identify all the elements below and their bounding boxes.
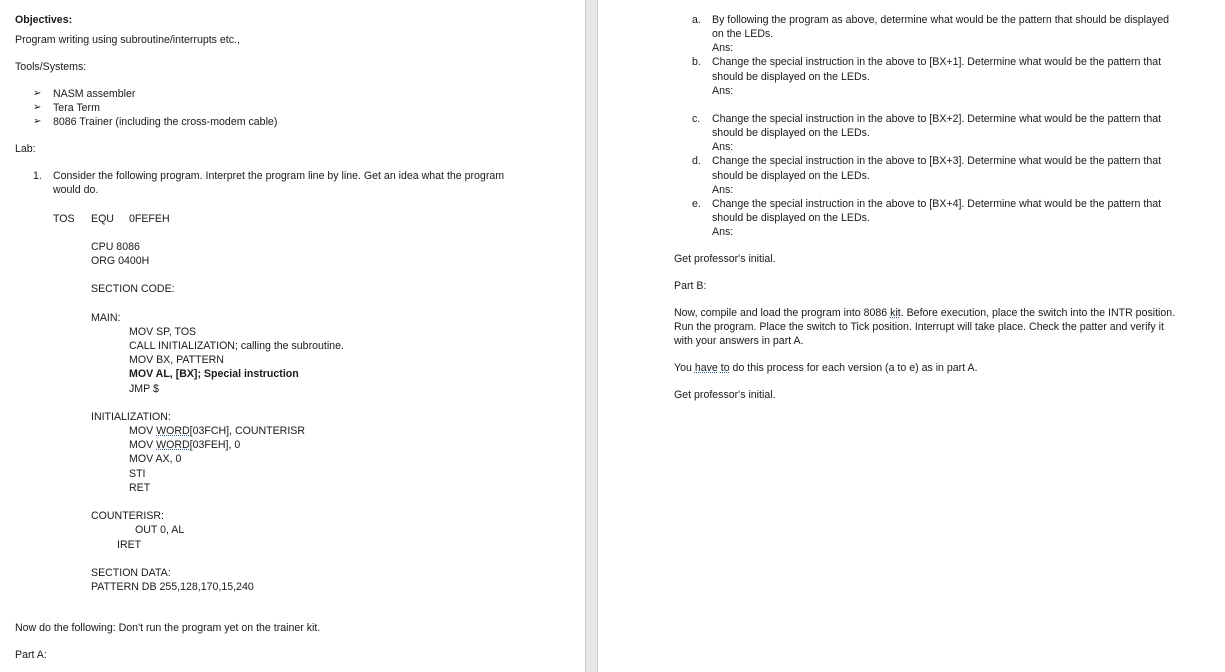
- part-b-text-line1: Now, compile and load the program into 8086 kit. Before execution, place the switch into the INTR position.: [674, 307, 1176, 319]
- code-section-code: SECTION CODE:: [91, 283, 175, 295]
- code-line: MOV SP, TOS: [129, 326, 197, 338]
- part-b-text-line3: with your answers in part A.: [674, 335, 804, 347]
- question-line1: Change the special instruction in the above to [BX+1]. Determine what would be the pattern that: [712, 56, 1162, 68]
- spellcheck-word: have: [694, 362, 718, 374]
- tools-heading: Tools/Systems:: [15, 61, 87, 73]
- now-do-text: Now do the following: Don't run the program yet on the trainer kit.: [15, 622, 321, 634]
- code-line: OUT 0, AL: [135, 524, 185, 536]
- question-letter: a.: [692, 14, 701, 26]
- question-letter: c.: [692, 113, 701, 125]
- code-org: ORG 0400H: [91, 255, 150, 267]
- code-tos-op: EQU: [91, 213, 114, 225]
- initial-text: Get professor's initial.: [674, 389, 776, 401]
- code-init-label: INITIALIZATION:: [91, 411, 171, 423]
- initial-text: Get professor's initial.: [674, 253, 776, 265]
- code-line: CALL INITIALIZATION; calling the subroutine.: [129, 340, 344, 352]
- document-page-left: [0, 0, 585, 672]
- question-line1: Change the special instruction in the above to [BX+3]. Determine what would be the pattern that: [712, 155, 1162, 167]
- question-line2: should be displayed on the LEDs.: [712, 212, 870, 224]
- question-line2: on the LEDs.: [712, 28, 774, 40]
- repeat-text: You have to do this process for each version (a to e) as in part A.: [674, 362, 978, 374]
- question-ans: Ans:: [712, 85, 734, 97]
- tool-item: NASM assembler: [53, 88, 136, 100]
- tool-item: Tera Term: [53, 102, 100, 114]
- code-line: STI: [129, 468, 146, 480]
- code-line: MOV WORD[03FEH], 0: [129, 439, 241, 451]
- code-section-data: SECTION DATA:: [91, 567, 171, 579]
- code-line: RET: [129, 482, 151, 494]
- question-ans: Ans:: [712, 141, 734, 153]
- question-line2: should be displayed on the LEDs.: [712, 127, 870, 139]
- objectives-heading: Objectives:: [15, 14, 73, 26]
- spellcheck-word: WORD: [156, 425, 190, 437]
- bullet-arrow-icon: ➢: [33, 88, 42, 99]
- question-ans: Ans:: [712, 226, 734, 238]
- tool-item: 8086 Trainer (including the cross-modem cable): [53, 116, 278, 128]
- question-line2: should be displayed on the LEDs.: [712, 71, 870, 83]
- question-letter: d.: [692, 155, 701, 167]
- code-line: MOV WORD[03FCH], COUNTERISR: [129, 425, 305, 437]
- question-letter: b.: [692, 56, 701, 68]
- part-a-heading: Part A:: [15, 649, 47, 661]
- page-gap: [585, 0, 598, 672]
- code-line: MOV AX, 0: [129, 453, 182, 465]
- objectives-text: Program writing using subroutine/interrupts etc.,: [15, 34, 240, 46]
- question-line1: Change the special instruction in the above to [BX+4]. Determine what would be the pattern that: [712, 198, 1162, 210]
- question-line1: By following the program as above, determine what would be the pattern that should be displayed: [712, 14, 1169, 26]
- code-tos-value: 0FEFEH: [129, 213, 170, 225]
- question-ans: Ans:: [712, 184, 734, 196]
- code-cpu: CPU 8086: [91, 241, 140, 253]
- code-line: IRET: [117, 539, 142, 551]
- question-line2: should be displayed on the LEDs.: [712, 170, 870, 182]
- code-main-label: MAIN:: [91, 312, 121, 324]
- bullet-arrow-icon: ➢: [33, 102, 42, 113]
- code-counterisr-label: COUNTERISR:: [91, 510, 164, 522]
- code-line: MOV BX, PATTERN: [129, 354, 224, 366]
- question-letter: e.: [692, 198, 701, 210]
- question-ans: Ans:: [712, 42, 734, 54]
- lab-heading: Lab:: [15, 143, 36, 155]
- bullet-arrow-icon: ➢: [33, 116, 42, 127]
- item1-text-line2: would do.: [53, 184, 99, 196]
- code-pattern: PATTERN DB 255,128,170,15,240: [91, 581, 254, 593]
- spellcheck-word: kit: [890, 307, 901, 319]
- question-line1: Change the special instruction in the above to [BX+2]. Determine what would be the pattern that: [712, 113, 1162, 125]
- spellcheck-word: to: [720, 362, 730, 374]
- document-page-right: [598, 0, 1225, 672]
- part-b-heading: Part B:: [674, 280, 707, 292]
- part-b-text-line2: Run the program. Place the switch to Tick position. Interrupt will take place. Check the patter and verify it: [674, 321, 1164, 333]
- spellcheck-word: WORD: [156, 439, 190, 451]
- code-line: JMP $: [129, 383, 159, 395]
- code-tos-label: TOS: [53, 213, 75, 225]
- item1-text-line1: Consider the following program. Interpret the program line by line. Get an idea what the program: [53, 170, 505, 182]
- item-number: 1.: [33, 170, 42, 182]
- code-line-special-instruction: MOV AL, [BX]; Special instruction: [129, 368, 299, 380]
